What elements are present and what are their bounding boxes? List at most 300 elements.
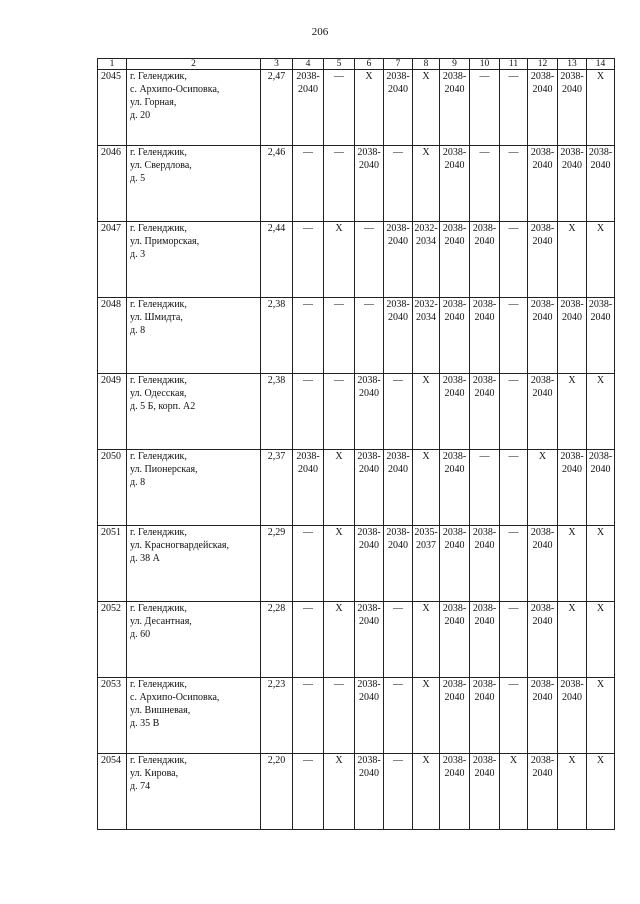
term-line: 2032- bbox=[414, 299, 438, 310]
term-line: X bbox=[596, 527, 605, 538]
term-line: 2040 bbox=[444, 312, 465, 323]
term-line: 2040 bbox=[532, 236, 553, 247]
column-number-cell: 3 bbox=[261, 59, 293, 70]
term-line: 2040 bbox=[388, 540, 408, 551]
term-line: X bbox=[568, 223, 576, 234]
term-line: 2038- bbox=[560, 299, 584, 310]
term-line: — bbox=[393, 147, 403, 158]
table-row bbox=[98, 450, 615, 526]
term-cell bbox=[440, 754, 470, 830]
term-line: 2038- bbox=[442, 71, 467, 82]
address-line: д. 8 bbox=[130, 325, 146, 336]
column-number-cell: 2 bbox=[127, 59, 261, 70]
term-cell bbox=[384, 146, 413, 222]
term-line: 2040 bbox=[532, 692, 553, 703]
term-cell bbox=[587, 602, 615, 678]
term-cell bbox=[470, 146, 500, 222]
term-cell bbox=[500, 526, 528, 602]
term-line: X bbox=[422, 603, 430, 614]
term-line: — bbox=[508, 147, 519, 158]
term-line: X bbox=[335, 755, 343, 766]
term-line: — bbox=[508, 375, 519, 386]
table-row bbox=[98, 298, 615, 374]
term-cell bbox=[440, 222, 470, 298]
column-number-cell: 14 bbox=[587, 59, 615, 70]
row-number-cell: 2053 bbox=[98, 678, 127, 754]
term-cell bbox=[558, 70, 587, 146]
term-cell bbox=[440, 678, 470, 754]
term-cell bbox=[413, 754, 440, 830]
term-cell bbox=[470, 70, 500, 146]
term-cell bbox=[440, 526, 470, 602]
term-cell bbox=[324, 678, 355, 754]
row-number-cell: 2050 bbox=[98, 450, 127, 526]
term-line: X bbox=[596, 755, 605, 766]
address-line: г. Геленджик, bbox=[130, 679, 187, 690]
term-line: — bbox=[508, 451, 519, 462]
value-cell: 2,46 bbox=[261, 146, 293, 222]
column-number-cell: 7 bbox=[384, 59, 413, 70]
term-cell bbox=[413, 602, 440, 678]
term-cell bbox=[355, 602, 384, 678]
address-line: ул. Горная, bbox=[130, 97, 177, 108]
term-line: 2038- bbox=[442, 147, 467, 158]
term-cell bbox=[500, 450, 528, 526]
address-line: д. 8 bbox=[130, 477, 146, 488]
address-line: г. Геленджик, bbox=[130, 375, 187, 386]
term-cell bbox=[413, 526, 440, 602]
term-line: — bbox=[303, 299, 313, 310]
term-line: X bbox=[335, 603, 343, 614]
term-cell bbox=[528, 450, 558, 526]
column-number-cell: 9 bbox=[440, 59, 470, 70]
term-line: 2040 bbox=[562, 160, 582, 171]
address-line: ул. Одесская, bbox=[130, 388, 187, 399]
page-number: 206 bbox=[311, 26, 329, 38]
term-cell bbox=[558, 678, 587, 754]
term-line: 2038- bbox=[357, 375, 381, 386]
row-number-cell: 2051 bbox=[98, 526, 127, 602]
term-line: 2038- bbox=[530, 375, 555, 386]
address-line: д. 35 В bbox=[130, 718, 160, 729]
term-line: 2040 bbox=[474, 616, 495, 627]
address-line: г. Геленджик, bbox=[130, 147, 187, 158]
term-cell bbox=[470, 222, 500, 298]
term-line: — bbox=[479, 71, 490, 82]
term-line: X bbox=[568, 375, 576, 386]
column-number-cell: 13 bbox=[558, 59, 587, 70]
address-line: д. 5 Б, корп. А2 bbox=[130, 401, 196, 412]
term-line: 2038- bbox=[386, 527, 410, 538]
term-line: 2038- bbox=[386, 451, 410, 462]
term-line: 2038- bbox=[442, 299, 467, 310]
term-cell bbox=[384, 678, 413, 754]
term-cell bbox=[558, 754, 587, 830]
address-line: г. Геленджик, bbox=[130, 223, 187, 234]
term-cell bbox=[528, 222, 558, 298]
term-cell bbox=[528, 754, 558, 830]
term-line: 2040 bbox=[298, 464, 318, 475]
term-cell bbox=[587, 146, 615, 222]
term-line: 2034 bbox=[416, 312, 436, 323]
term-line: 2040 bbox=[388, 84, 408, 95]
term-line: — bbox=[303, 603, 313, 614]
term-cell bbox=[293, 602, 324, 678]
term-line: X bbox=[422, 451, 430, 462]
term-line: — bbox=[364, 299, 374, 310]
term-line: 2038- bbox=[472, 299, 497, 310]
term-cell bbox=[384, 374, 413, 450]
value-cell: 2,28 bbox=[261, 602, 293, 678]
term-line: X bbox=[422, 755, 430, 766]
term-cell bbox=[293, 146, 324, 222]
term-cell bbox=[470, 754, 500, 830]
term-line: — bbox=[508, 527, 519, 538]
term-line: X bbox=[596, 603, 605, 614]
term-line: 2038- bbox=[442, 679, 467, 690]
term-line: 2040 bbox=[532, 388, 553, 399]
term-cell bbox=[355, 374, 384, 450]
term-cell bbox=[413, 70, 440, 146]
row-number-cell: 2047 bbox=[98, 222, 127, 298]
address-line: ул. Приморская, bbox=[130, 236, 200, 247]
value-cell: 2,44 bbox=[261, 222, 293, 298]
term-line: 2040 bbox=[444, 160, 465, 171]
address-line: ул. Вишневая, bbox=[130, 705, 191, 716]
term-line: 2035- bbox=[414, 527, 438, 538]
table-row bbox=[98, 754, 615, 830]
term-cell bbox=[500, 374, 528, 450]
term-line: 2040 bbox=[359, 692, 379, 703]
column-number-cell: 10 bbox=[470, 59, 500, 70]
address-line: г. Геленджик, bbox=[130, 71, 187, 82]
term-cell bbox=[355, 678, 384, 754]
term-cell bbox=[440, 374, 470, 450]
value-cell: 2,37 bbox=[261, 450, 293, 526]
term-line: 2040 bbox=[388, 312, 408, 323]
term-cell bbox=[587, 450, 615, 526]
address-line: г. Геленджик, bbox=[130, 603, 187, 614]
term-cell bbox=[470, 526, 500, 602]
term-line: 2040 bbox=[388, 236, 408, 247]
term-line: — bbox=[303, 375, 313, 386]
value-cell: 2,20 bbox=[261, 754, 293, 830]
term-cell bbox=[355, 450, 384, 526]
term-line: 2038- bbox=[560, 147, 584, 158]
address-cell bbox=[127, 146, 261, 222]
row-number-cell: 2045 bbox=[98, 70, 127, 146]
term-cell bbox=[384, 222, 413, 298]
term-line: X bbox=[335, 223, 343, 234]
term-cell bbox=[440, 146, 470, 222]
term-cell bbox=[528, 602, 558, 678]
column-number-cell: 8 bbox=[413, 59, 440, 70]
value-cell: 2,47 bbox=[261, 70, 293, 146]
term-line: X bbox=[596, 375, 605, 386]
term-line: 2040 bbox=[444, 464, 465, 475]
term-line: — bbox=[334, 299, 344, 310]
row-number-cell: 2049 bbox=[98, 374, 127, 450]
term-line: 2038- bbox=[357, 147, 381, 158]
term-line: X bbox=[568, 755, 576, 766]
term-line: 2038- bbox=[357, 679, 381, 690]
term-cell bbox=[413, 222, 440, 298]
address-line: с. Архипо-Осиповка, bbox=[130, 692, 220, 703]
term-line: 2040 bbox=[444, 236, 465, 247]
term-line: 2040 bbox=[298, 84, 318, 95]
term-cell bbox=[558, 298, 587, 374]
term-cell bbox=[324, 754, 355, 830]
address-line: г. Геленджик, bbox=[130, 451, 187, 462]
term-line: 2040 bbox=[532, 312, 553, 323]
term-cell bbox=[587, 678, 615, 754]
value-cell: 2,38 bbox=[261, 374, 293, 450]
term-cell bbox=[440, 450, 470, 526]
term-line: 2034 bbox=[416, 236, 436, 247]
term-line: 2038- bbox=[472, 755, 497, 766]
term-line: X bbox=[596, 223, 605, 234]
term-line: 2038- bbox=[560, 71, 584, 82]
address-line: г. Геленджик, bbox=[130, 299, 187, 310]
term-line: — bbox=[508, 71, 519, 82]
term-line: 2040 bbox=[444, 616, 465, 627]
column-number-cell: 4 bbox=[293, 59, 324, 70]
term-cell bbox=[500, 754, 528, 830]
term-line: 2038- bbox=[296, 71, 320, 82]
term-line: 2038- bbox=[357, 527, 381, 538]
term-line: 2038- bbox=[442, 755, 467, 766]
term-cell bbox=[355, 146, 384, 222]
term-line: 2040 bbox=[562, 84, 582, 95]
address-line: ул. Свердлова, bbox=[130, 160, 192, 171]
term-line: 2038- bbox=[530, 755, 555, 766]
term-cell bbox=[558, 526, 587, 602]
term-cell bbox=[558, 146, 587, 222]
address-line: с. Архипо-Осиповка, bbox=[130, 84, 220, 95]
term-line: 2040 bbox=[474, 692, 495, 703]
term-cell bbox=[500, 146, 528, 222]
column-number-cell: 11 bbox=[500, 59, 528, 70]
term-cell bbox=[324, 526, 355, 602]
table-row bbox=[98, 70, 615, 146]
term-line: X bbox=[335, 451, 343, 462]
term-line: — bbox=[393, 679, 403, 690]
term-line: — bbox=[508, 603, 519, 614]
term-line: 2038- bbox=[442, 375, 467, 386]
term-cell bbox=[413, 450, 440, 526]
term-line: — bbox=[508, 679, 519, 690]
term-line: 2038- bbox=[530, 223, 555, 234]
term-line: — bbox=[508, 299, 519, 310]
term-line: 2040 bbox=[359, 540, 379, 551]
address-cell bbox=[127, 374, 261, 450]
table-row bbox=[98, 678, 615, 754]
term-line: 2038- bbox=[472, 603, 497, 614]
term-cell bbox=[528, 146, 558, 222]
value-cell: 2,29 bbox=[261, 526, 293, 602]
term-line: — bbox=[303, 755, 313, 766]
value-cell: 2,23 bbox=[261, 678, 293, 754]
term-line: X bbox=[335, 527, 343, 538]
term-cell bbox=[293, 754, 324, 830]
housing-register-table bbox=[97, 58, 615, 830]
term-line: 2038- bbox=[386, 223, 410, 234]
term-cell bbox=[324, 146, 355, 222]
term-cell bbox=[384, 526, 413, 602]
term-cell bbox=[324, 298, 355, 374]
row-number-cell: 2052 bbox=[98, 602, 127, 678]
term-line: — bbox=[479, 451, 490, 462]
term-line: 2038- bbox=[588, 451, 613, 462]
term-cell bbox=[587, 526, 615, 602]
term-line: X bbox=[568, 603, 576, 614]
term-cell bbox=[528, 374, 558, 450]
term-line: 2040 bbox=[359, 616, 379, 627]
term-line: 2040 bbox=[474, 312, 495, 323]
term-cell bbox=[528, 526, 558, 602]
term-cell bbox=[587, 374, 615, 450]
column-number-cell: 1 bbox=[98, 59, 127, 70]
term-cell bbox=[355, 222, 384, 298]
term-line: X bbox=[538, 451, 547, 462]
term-line: — bbox=[393, 755, 403, 766]
term-line: X bbox=[422, 71, 430, 82]
address-line: ул. Кирова, bbox=[130, 768, 179, 779]
term-line: — bbox=[303, 223, 313, 234]
term-cell bbox=[384, 70, 413, 146]
address-line: д. 5 bbox=[130, 173, 146, 184]
term-line: — bbox=[334, 679, 344, 690]
term-line: 2038- bbox=[442, 527, 467, 538]
term-line: 2038- bbox=[530, 147, 555, 158]
term-cell bbox=[324, 70, 355, 146]
term-line: 2040 bbox=[474, 540, 495, 551]
term-line: 2040 bbox=[474, 236, 495, 247]
term-line: 2040 bbox=[562, 312, 582, 323]
term-line: — bbox=[479, 147, 490, 158]
address-line: д. 74 bbox=[130, 781, 151, 792]
term-cell bbox=[500, 222, 528, 298]
term-line: 2040 bbox=[562, 464, 582, 475]
term-cell bbox=[355, 298, 384, 374]
term-cell bbox=[528, 298, 558, 374]
address-line: ул. Десантная, bbox=[130, 616, 192, 627]
term-line: 2038- bbox=[472, 223, 497, 234]
term-cell bbox=[528, 70, 558, 146]
term-line: 2038- bbox=[357, 603, 381, 614]
term-line: 2040 bbox=[359, 388, 379, 399]
term-line: — bbox=[334, 71, 344, 82]
term-cell bbox=[470, 298, 500, 374]
table-row bbox=[98, 526, 615, 602]
term-line: 2040 bbox=[359, 160, 379, 171]
term-line: 2040 bbox=[444, 388, 465, 399]
term-line: X bbox=[596, 71, 605, 82]
term-line: 2040 bbox=[532, 768, 553, 779]
table-row bbox=[98, 374, 615, 450]
term-line: — bbox=[303, 679, 313, 690]
address-line: ул. Шмидта, bbox=[130, 312, 183, 323]
term-line: 2040 bbox=[444, 540, 465, 551]
term-cell bbox=[413, 146, 440, 222]
term-line: X bbox=[422, 679, 430, 690]
term-line: 2038- bbox=[386, 299, 410, 310]
term-cell bbox=[500, 678, 528, 754]
term-line: 2038- bbox=[357, 755, 381, 766]
term-cell bbox=[293, 222, 324, 298]
term-cell bbox=[558, 450, 587, 526]
term-line: 2040 bbox=[532, 160, 553, 171]
term-cell bbox=[528, 678, 558, 754]
term-cell bbox=[355, 70, 384, 146]
column-number-cell: 12 bbox=[528, 59, 558, 70]
term-line: X bbox=[365, 71, 373, 82]
term-cell bbox=[413, 678, 440, 754]
address-line: ул. Красногвардейская, bbox=[130, 540, 230, 551]
row-number-cell: 2046 bbox=[98, 146, 127, 222]
term-cell bbox=[413, 298, 440, 374]
term-line: X bbox=[422, 375, 430, 386]
term-line: 2040 bbox=[532, 616, 553, 627]
term-line: 2032- bbox=[414, 223, 438, 234]
term-line: X bbox=[422, 147, 430, 158]
term-cell bbox=[587, 754, 615, 830]
term-line: 2038- bbox=[472, 679, 497, 690]
address-cell bbox=[127, 222, 261, 298]
term-line: 2040 bbox=[590, 160, 611, 171]
address-line: г. Геленджик, bbox=[130, 755, 187, 766]
term-cell bbox=[500, 70, 528, 146]
address-cell bbox=[127, 602, 261, 678]
term-line: 2038- bbox=[296, 451, 320, 462]
term-line: 2040 bbox=[532, 84, 553, 95]
term-line: X bbox=[509, 755, 518, 766]
address-line: д. 60 bbox=[130, 629, 151, 640]
term-cell bbox=[470, 450, 500, 526]
term-line: — bbox=[393, 375, 403, 386]
term-cell bbox=[384, 298, 413, 374]
term-line: 2038- bbox=[560, 451, 584, 462]
row-number-cell: 2054 bbox=[98, 754, 127, 830]
term-line: 2040 bbox=[444, 84, 465, 95]
table-row bbox=[98, 146, 615, 222]
table-row bbox=[98, 602, 615, 678]
term-cell bbox=[355, 526, 384, 602]
term-line: — bbox=[508, 223, 519, 234]
term-line: X bbox=[568, 527, 576, 538]
term-cell bbox=[500, 298, 528, 374]
term-cell bbox=[293, 450, 324, 526]
value-cell: 2,38 bbox=[261, 298, 293, 374]
term-line: X bbox=[596, 679, 605, 690]
term-line: 2038- bbox=[442, 451, 467, 462]
term-line: 2038- bbox=[386, 71, 410, 82]
address-line: д. 20 bbox=[130, 110, 151, 121]
term-cell bbox=[587, 222, 615, 298]
term-cell bbox=[470, 374, 500, 450]
term-line: 2038- bbox=[472, 527, 497, 538]
address-line: д. 3 bbox=[130, 249, 146, 260]
address-cell bbox=[127, 678, 261, 754]
term-cell bbox=[293, 374, 324, 450]
term-cell bbox=[324, 222, 355, 298]
table-row bbox=[98, 222, 615, 298]
address-cell bbox=[127, 70, 261, 146]
term-cell bbox=[558, 374, 587, 450]
term-line: 2040 bbox=[590, 312, 611, 323]
term-cell bbox=[324, 602, 355, 678]
term-cell bbox=[558, 222, 587, 298]
